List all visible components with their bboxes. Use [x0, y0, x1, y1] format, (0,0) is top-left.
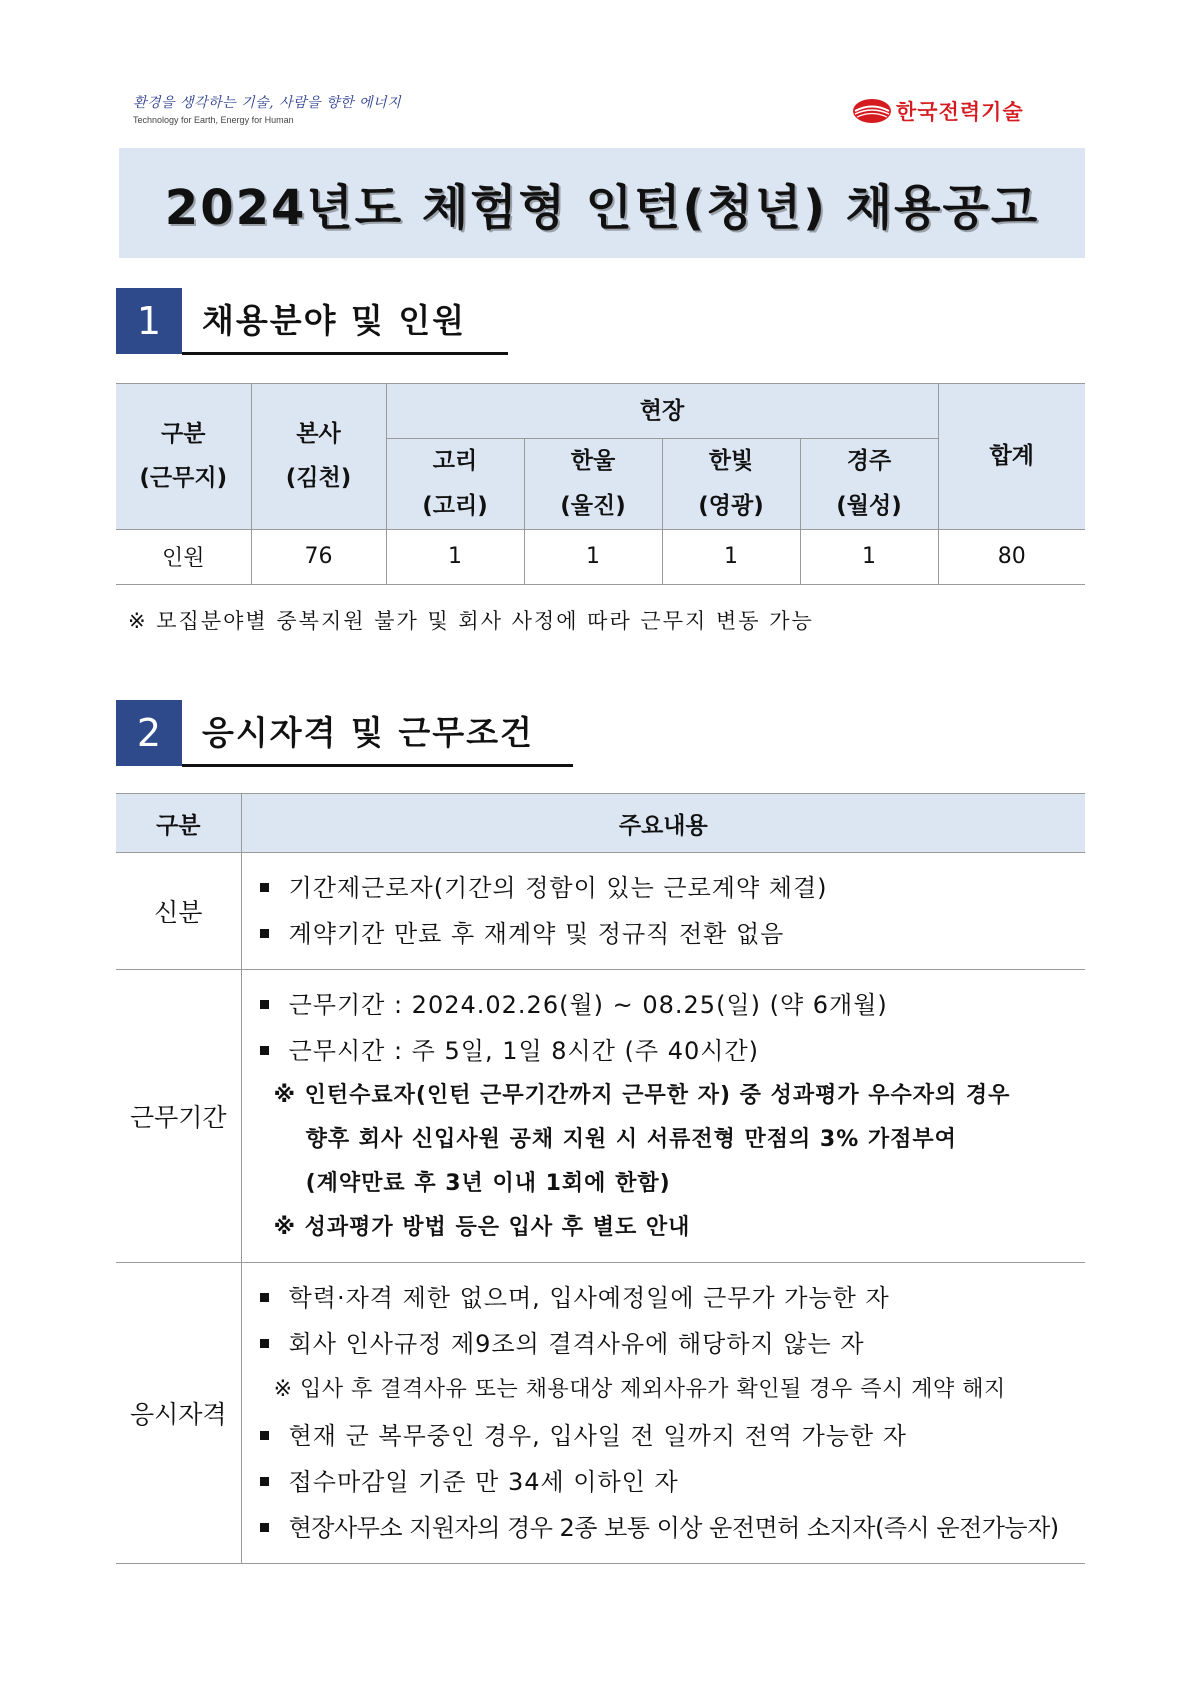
row-category: 응시자격	[116, 1263, 241, 1564]
row-category: 근무기간	[116, 970, 241, 1263]
header-category	[116, 384, 251, 530]
cell-total: 80	[938, 529, 1085, 584]
cell-value: 1	[662, 529, 800, 584]
header-hq	[251, 384, 386, 530]
bullet-icon	[260, 1293, 269, 1302]
bullet-icon	[260, 1000, 269, 1009]
bonus-note: ※ 인턴수료자(인턴 근무기간까지 근무한 자) 중 성과평가 우수자의 경우	[273, 1083, 1011, 1108]
bullet-icon	[260, 1339, 269, 1348]
slogan-korean: 환경을 생각하는 기술, 사람을 향한 에너지	[133, 95, 402, 111]
content-line: 현재 군 복무중인 경우, 입사일 전 일까지 전역 가능한 자	[288, 1422, 907, 1450]
slogan-english: Technology for Earth, Energy for Human	[133, 115, 294, 125]
header-hq-sub: (김천)	[285, 465, 352, 492]
bullet-icon	[260, 1477, 269, 1486]
content-line: 근무기간 : 2024.02.26(월) ~ 08.25(일) (약 6개월)	[288, 991, 888, 1019]
bullet-icon	[260, 1523, 269, 1532]
row-content	[241, 853, 1085, 970]
bonus-note: 향후 회사 신입사원 공채 지원 시 서류전형 만점의 3% 가점부여	[305, 1127, 957, 1152]
header-site	[800, 439, 938, 530]
table-row	[116, 1263, 1085, 1564]
bullet-icon	[260, 883, 269, 892]
site-name: 한빛	[708, 448, 754, 474]
section-1-number: 1	[116, 288, 182, 354]
header-content: 주요내용	[241, 794, 1085, 853]
table-row	[116, 529, 1085, 584]
site-location: (월성)	[836, 492, 902, 519]
table-row	[116, 853, 1085, 970]
header-site	[524, 439, 662, 530]
content-line: 기간제근로자(기간의 정함이 있는 근로계약 체결)	[288, 874, 828, 902]
header-category-sub: (근무지)	[139, 465, 228, 492]
row-category: 신분	[116, 853, 241, 970]
row-label: 인원	[116, 529, 251, 584]
row-content	[241, 1263, 1085, 1564]
row-content	[241, 970, 1085, 1263]
bonus-note: (계약만료 후 3년 이내 1회에 한함)	[305, 1171, 671, 1196]
bullet-icon	[260, 929, 269, 938]
site-location: (영광)	[698, 492, 764, 519]
header-category: 구분	[116, 794, 241, 853]
header-site	[386, 439, 524, 530]
company-logo	[852, 96, 1024, 126]
section-1-note: ※ 모집분야별 중복지원 불가 및 회사 사정에 따라 근무지 변동 가능	[128, 609, 814, 633]
header-site-group: 현장	[386, 384, 938, 439]
section-2-heading	[116, 700, 576, 768]
cell-value: 1	[800, 529, 938, 584]
section-2-number: 2	[116, 700, 182, 766]
site-location: (고리)	[422, 492, 488, 519]
cell-value: 1	[386, 529, 524, 584]
bullet-icon	[260, 1046, 269, 1055]
header-total: 합계	[938, 384, 1085, 530]
cell-value: 1	[524, 529, 662, 584]
table-row	[116, 970, 1085, 1263]
header-category-label: 구분	[161, 420, 206, 447]
content-line: 현장사무소 지원자의 경우 2종 보통 이상 운전면허 소지자(즉시 운전가능자)	[288, 1514, 1059, 1542]
site-name: 한울	[570, 448, 616, 474]
evaluation-note: ※ 성과평가 방법 등은 입사 후 별도 안내	[273, 1215, 691, 1240]
site-name: 경주	[846, 448, 892, 474]
title-banner	[119, 148, 1085, 258]
cell-value: 76	[251, 529, 386, 584]
company-slogan	[133, 92, 401, 125]
recruitment-table	[116, 383, 1085, 585]
header-hq-label: 본사	[296, 420, 341, 447]
content-line: 근무시간 : 주 5일, 1일 8시간 (주 40시간)	[288, 1037, 759, 1065]
site-name: 고리	[432, 448, 478, 474]
disqualification-note: ※ 입사 후 결격사유 또는 채용대상 제외사유가 확인될 경우 즉시 계약 해지	[273, 1377, 1006, 1402]
section-1-underline	[182, 352, 508, 355]
site-location: (울진)	[560, 492, 626, 519]
conditions-table	[116, 793, 1085, 1564]
content-line: 접수마감일 기준 만 34세 이하인 자	[288, 1468, 679, 1496]
kepco-emblem-icon	[852, 98, 892, 124]
section-2-title: 응시자격 및 근무조건	[202, 713, 534, 752]
page-title: 2024년도 체험형 인턴(청년) 채용공고	[164, 179, 1040, 236]
company-name: 한국전력기술	[896, 100, 1024, 124]
section-1-title: 채용분야 및 인원	[202, 301, 467, 340]
content-line: 계약기간 만료 후 재계약 및 정규직 전환 없음	[288, 920, 785, 948]
section-1-heading	[116, 288, 508, 356]
content-line: 학력·자격 제한 없으며, 입사예정일에 근무가 가능한 자	[288, 1284, 890, 1312]
bullet-icon	[260, 1431, 269, 1440]
header-site	[662, 439, 800, 530]
content-line: 회사 인사규정 제9조의 결격사유에 해당하지 않는 자	[288, 1330, 865, 1358]
section-2-underline	[182, 764, 573, 767]
